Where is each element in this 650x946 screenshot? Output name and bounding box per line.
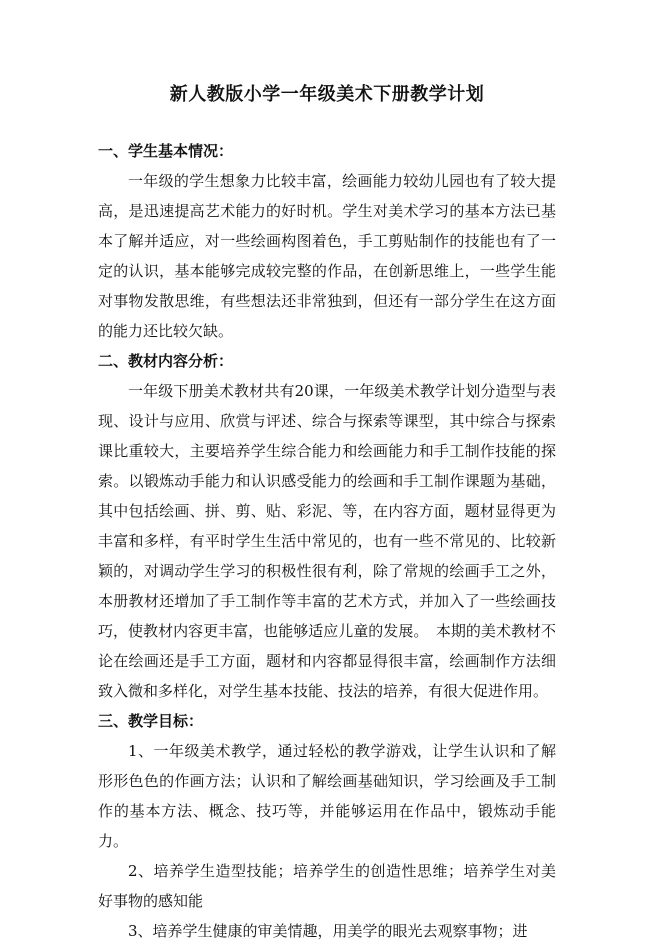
- section-student-situation: [98, 136, 556, 346]
- section-paragraph: 一年级下册美术教材共有20课，一年级美术教学计划分造型与表现、设计与应用、欣赏与评述、综合与探索等课型，其中综合与探索课比重较大，主要培养学生综合能力和绘画能力和手工制作技能的探索。以锻炼动手能力和认识感受能力的绘画和手工制作课题为基础，其中包括绘画、拼、剪、贴、彩泥、等，在内容方面，题材显得更为丰富和多样，有平时学生生活中常见的，也有一些不常见的、比较新颖的，对调动学生学习的积极性很有利，除了常规的绘画手工之外，本册教材还增加了手工制作等丰富的艺术方式，并加入了一些绘画技巧，使教材内容更丰富，也能够适应儿童的发展。 本期的美术教材不论在绘画还是手工方面，题材和内容都显得很丰富，绘画制作方法细致入微和多样化，对学生基本技能、技法的培养，有很大促进作用。: [98, 382, 556, 700]
- section-heading: 二、教材内容分析：: [98, 352, 234, 370]
- goal-item-1: 1、一年级美术教学，通过轻松的教学游戏，让学生认识和了解形形色色的作画方法；认识和了解绘画基础知识，学习绘画及手工制作的基本方法、概念、技巧等，并能够运用在作品中，锻炼动手能力。: [98, 742, 556, 850]
- section-heading: 一、学生基本情况：: [98, 142, 234, 160]
- section-paragraph: 一年级的学生想象力比较丰富，绘画能力较幼儿园也有了较大提高，是迅速提高艺术能力的好时机。学生对美术学习的基本方法已基本了解并适应，对一些绘画构图着色，手工剪贴制作的技能也有了一定的认识，基本能够完成较完整的作品，在创新思维上，一些学生能对事物发散思维，有些想法还非常独到，但还有一部分学生在这方面的能力还比较欠缺。: [98, 172, 556, 340]
- goal-item-3: 3、培养学生健康的审美情趣，用美学的眼光去观察事物；进: [128, 922, 528, 940]
- section-textbook-analysis: [98, 346, 556, 706]
- section-heading: 三、教学目标：: [98, 712, 204, 730]
- goal-item-2: 2、培养学生造型技能；培养学生的创造性思维；培养学生对美好事物的感知能: [98, 862, 556, 910]
- document-page: [98, 80, 556, 946]
- section-teaching-goals: [98, 706, 556, 946]
- document-title: 新人教版小学一年级美术下册教学计划: [169, 84, 485, 105]
